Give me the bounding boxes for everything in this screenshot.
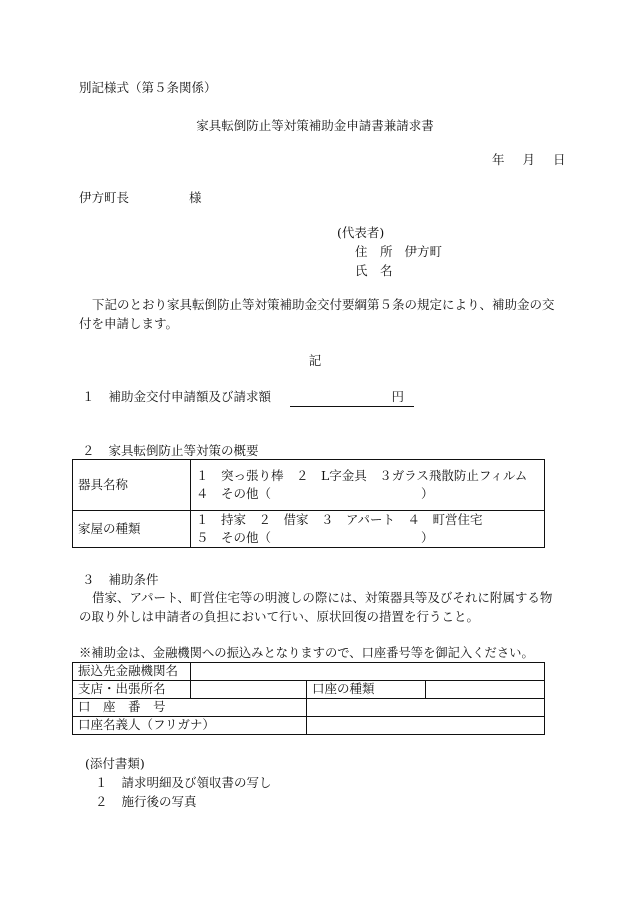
bank-name-label: 振込先金融機関名 [73, 663, 191, 681]
overview-table [72, 459, 545, 548]
form-reference: 別記様式（第５条関係） [79, 80, 217, 95]
attachment-2-number: ２ [95, 794, 108, 809]
intro-text-line1: 下記のとおり家具転倒防止等対策補助金交付要綱第５条の規定により、補助金の交 [92, 297, 555, 312]
address-value: 伊方町 [404, 244, 443, 259]
attachment-1-number: １ [95, 775, 108, 790]
table-row [73, 717, 545, 735]
table-row [73, 460, 545, 511]
overview-options-house[interactable]: １ 持家 ２ 借家 ３ アパート ４ 町営住宅 ５ その他（ ） [191, 511, 545, 548]
account-holder-input[interactable] [307, 717, 545, 735]
section2-title: 家具転倒防止等対策の概要 [108, 443, 259, 458]
table-row [73, 663, 545, 681]
overview-label-equipment: 器具名称 [73, 460, 191, 511]
date-year: 年 [492, 152, 505, 167]
attachment-2-text: 施行後の写真 [121, 794, 197, 809]
branch-label: 支店・出張所名 [73, 681, 191, 699]
name-label: 氏 名 [355, 263, 393, 278]
section1-label: 補助金交付申請額及び請求額 [108, 389, 272, 404]
attachments-title: (添付書類) [85, 756, 145, 771]
account-type-label: 口座の種類 [307, 681, 426, 699]
list-item [95, 775, 272, 792]
table-row [73, 511, 545, 548]
attachment-1-text: 請求明細及び領収書の写し [121, 775, 272, 790]
date-month: 月 [522, 152, 536, 167]
date-day: 日 [553, 152, 566, 167]
account-type-input[interactable] [426, 681, 545, 699]
addressee-honorific: 様 [189, 190, 202, 205]
table-row [73, 681, 545, 699]
amount-unit: 円 [391, 389, 404, 404]
section2-number: ２ [82, 443, 95, 458]
account-number-label: 口 座 番 号 [73, 699, 307, 717]
account-number-input[interactable] [307, 699, 545, 717]
bank-table [72, 662, 545, 735]
branch-input[interactable] [191, 681, 307, 699]
applicant-role: (代表者) [337, 225, 385, 240]
section1-heading [82, 389, 271, 406]
date-line [492, 152, 566, 169]
section2-heading [82, 443, 259, 460]
table-row [73, 699, 545, 717]
amount-field[interactable] [290, 389, 414, 407]
address-label: 住 所 [355, 244, 393, 259]
list-item [95, 794, 197, 811]
addressee-name: 伊方町長 [79, 190, 130, 205]
overview-options-equipment[interactable]: １ 突っ張り棒 ２ L字金具 ３ガラス飛散防止フィルム ４ その他（ ） [191, 460, 545, 511]
bank-name-input[interactable] [191, 663, 545, 681]
section3-number: ３ [82, 572, 95, 587]
section3-title: 補助条件 [108, 572, 159, 587]
account-holder-label: 口座名義人（フリガナ） [73, 717, 307, 735]
section3-heading [82, 572, 159, 589]
bank-note: ※補助金は、金融機関への振込みとなりますので、口座番号等を御記入ください。 [79, 646, 534, 660]
intro-text-line2: 付を申請します。 [79, 316, 179, 331]
document-title: 家具転倒防止等対策補助金申請書兼請求書 [196, 118, 434, 133]
section1-number: １ [82, 389, 95, 404]
ki-heading: 記 [308, 353, 322, 368]
applicant-name-line [355, 263, 393, 280]
applicant-address-line [355, 244, 442, 261]
section3-text-line1: 借家、アパート、町営住宅等の明渡しの際には、対策器具等及びそれに附属する物 [92, 590, 553, 605]
section3-text-line2: の取り外しは申請者の負担において行い、原状回復の措置を行うこと。 [79, 609, 480, 624]
overview-label-house: 家屋の種類 [73, 511, 191, 548]
